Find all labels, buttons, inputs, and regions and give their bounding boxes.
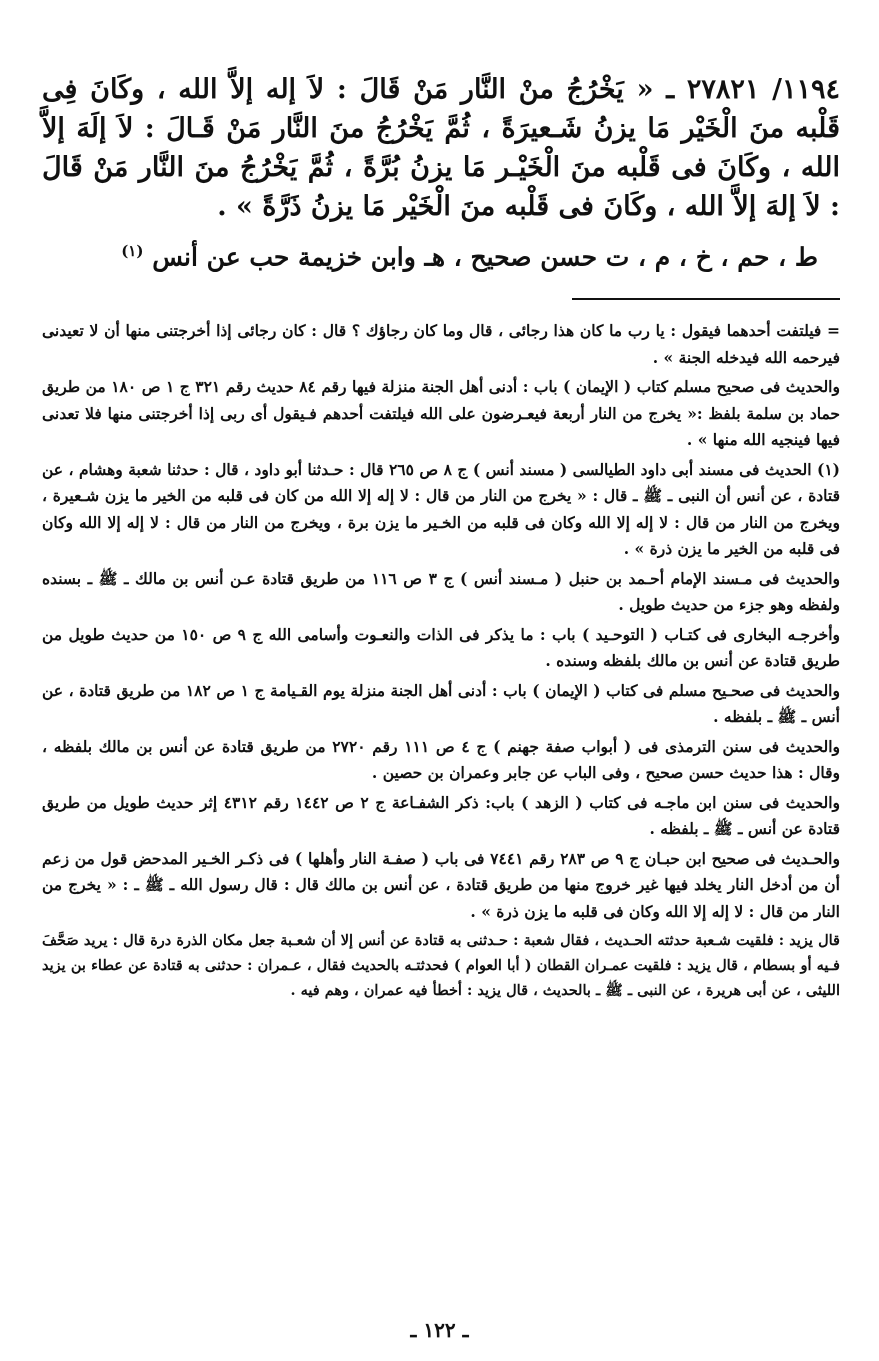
footnote-paragraph: والحديث فى سنن ابن ماجـه فى كتاب ( الزهد ) باب: ذكر الشفـاعة ج ٢ ص ١٤٤٢ رقم ٤٣١٢ إثر حديث طويل من طريق قتادة عن أنس ـ ﷺ ـ بلفظه . xyxy=(42,792,840,839)
footnote-paragraph: وأخرجـه البخارى فى كتـاب ( التوحـيد ) باب : ما يذكر فى الذات والنعـوت وأسامى الله ج ٩ ص ١٥٠ من حديث طويل من طريق قتادة عن أنس بن مالك بلفظه وسنده . xyxy=(42,624,841,671)
footnotes xyxy=(42,318,840,1003)
footnote-paragraph: والحـديث فى صحيح ابن حبـان ج ٩ ص ٢٨٣ رقم ٧٤٤١ فى باب ( صفـة النار وأهلها ) فى ذكـر الخـير المدحض قول من زعم أن من أدخل النار يخلد فيها غير خروج منها من طريق قتادة ، عن أنس بن مالك قال : قال رسول الله ـ ﷺ ـ : « يخرج من النار من قال : لا إله إلا الله وكان فى قلبه ما يزن ذرة » . xyxy=(42,848,840,921)
footnote-paragraph: والحديث فى سنن الترمذى فى ( أبواب صفة جهنم ) ج ٤ ص ١١١ رقم ٢٧٢٠ من طريق قتادة عن أنس بن مالك بلفظه ، وقال : هذا حديث حسن صحيح ، وفى الباب عن جابر وعمران بن حصين . xyxy=(42,736,840,783)
page-body xyxy=(42,70,840,1006)
footnote-paragraph: والحديث فى مـسند الإمام أحـمد بن حنبل ( مـسند أنس ) ج ٣ ص ١١٦ من طريق قتادة عـن أنس بن مالك ـ ﷺ ـ بسنده ولفظه وهو جزء من حديث طويل . xyxy=(42,568,840,615)
footnote-paragraph: قال يزيد : فلقيت شـعبة حدثته الحـديث ، فقال شعبة : حـدثنى به قتادة عن أنس إلا أن شعـبة جعل مكان الذرة درة قال : يريد صَحَّفَ فـيه أو بسطام ، قال يزيد : فلقيت عمـران القطان ( أبا العوام ) فحدثتـه بالحديث فقال ، عـمران : حدثنى به قتادة عن عطاء بن يزيد الليثى ، عن أبى هريرة ، عن النبى ـ ﷺ ـ بالحديث ، قال يزيد : أخطأ فيه عمران ، وهم فيه . xyxy=(42,932,840,1000)
footnote-marker: (١) xyxy=(121,242,144,260)
page-number: ـ ١٢٢ ـ xyxy=(410,1318,469,1342)
hadith-sources-text: ط ، حم ، خ ، م ، ت حسن صحيح ، هـ وابن خزيمة حب عن أنس xyxy=(152,242,818,272)
footnote-paragraph: = فيلتفت أحدهما فيقول : يا رب ما كان هذا رجائى ، قال وما كان رجاؤك ؟ قال : كان رجائى إذا أخرجتنى منها أن لا تعيدنى فيرحمه الله فيدخله الجنة » . xyxy=(42,321,840,367)
footnote-paragraph: (١) الحديث فى مسند أبى داود الطيالسى ( مسند أنس ) ج ٨ ص ٢٦٥ قال : حـدثنا أبو داود ، قال : حدثنا شعبة وهشام ، عن قتادة ، عن أنس أن النبى ـ ﷺ ـ قال : « يخرج من النار من قال : لا إله إلا الله من كان فى قلبه من الخير ما يزن شـعيرة ، ويخرج من النار من قال : لا إله إلا الله وكان فى قلبه من الخـير ما يزن برة ، ويخرج من النار من قال : لا إله إلا الله وكان فى قلبه من الخير ما يزن ذرة » . xyxy=(42,459,840,559)
footnote-paragraph: والحديث فى صحيح مسلم كتاب ( الإيمان ) باب : أدنى أهل الجنة منزلة فيها رقم ٨٤ حديث رقم ٣٢١ ج ١ ص ١٨٠ من طريق حماد بن سلمة بلفظ :« يخرج من النار أربعة فيعـرضون على الله فيلتفت أحدهم فـيقول أى ربى إذا أخرجتنى منها فلا تعدنى فيها فينجيه الله منها » . xyxy=(42,377,840,450)
footnote-separator xyxy=(572,298,840,300)
hadith-text: ١١٩٤/ ٢٧٨٢١ ـ « يَخْرُجُ منْ النَّار مَنْ قَالَ : لاَ إله إلاَّ الله ، وكَانَ فِى قَلْبه منَ الْخَيْر مَا يزنُ شَـعيرَةً ، ثُمَّ يَخْرُجُ منَ النَّار مَنْ قَـالَ : لاَ إلَهَ إلاَّ الله ، وكَانَ فى قَلْبه منَ الْخَيْـر مَا يزنُ بُرَّةً ، ثُمَّ يَخْرُجُ منَ النَّار مَنْ قَالَ : لاَ إلهَ إلاَّ الله ، وكَانَ فى قَلْبه منَ الْخَيْر مَا يزنُ ذَرَّةً » . xyxy=(42,74,840,222)
footnote-paragraph: والحديث فى صحـيح مسلم فى كتاب ( الإيمان ) باب : أدنى أهل الجنة منزلة يوم القـيامة ج ١ ص ١٨٢ من طريق قتادة ، عن أنس ـ ﷺ ـ بلفظه . xyxy=(42,680,840,727)
hadith-sources xyxy=(42,232,818,276)
